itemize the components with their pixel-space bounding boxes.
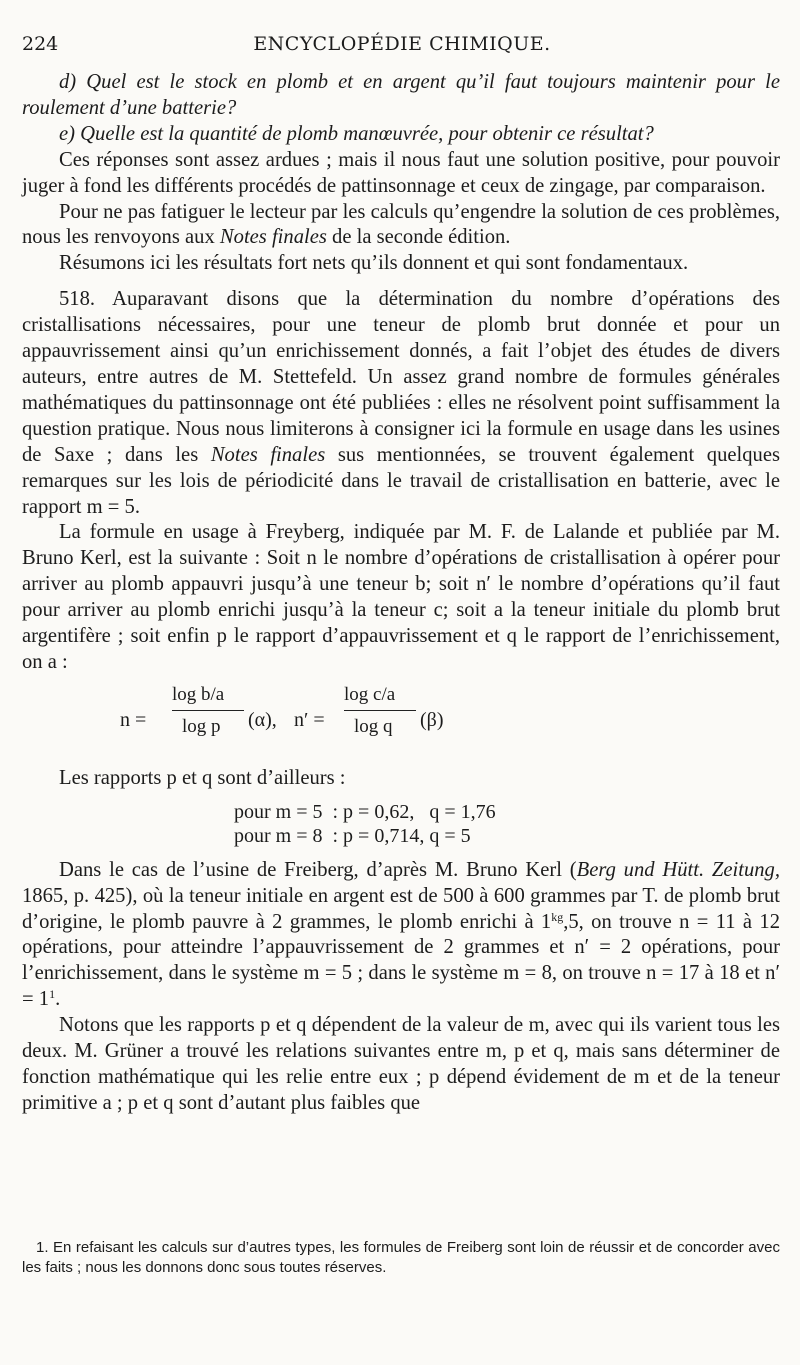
formula-numerator-1: log b/a bbox=[172, 683, 225, 705]
fraction-bar bbox=[344, 710, 416, 711]
paragraph: Pour ne pas fatiguer le lecteur par les calculs qu’engendre la solution de ces problèmes, nous les renvoyons aux Notes finales de la seconde édition. bbox=[22, 200, 780, 249]
footnote-text: 1. En refaisant les calculs sur d’autres types, les formules de Freiberg sont loin de réussir et de concorder avec les faits ; nous les donnons donc sous toutes réserves. bbox=[22, 1239, 780, 1276]
question-e-label: e) bbox=[59, 122, 75, 145]
ratio-row: pour m = 5 : p = 0,62, q = 1,76 bbox=[234, 800, 496, 823]
paragraph-freiberg: Dans le cas de l’usine de Freiberg, d’après M. Bruno Kerl (Berg und Hütt. Zeitung, 1865, p. 425), où la teneur initiale en argent est de 500 à 600 grammes par T. de plomb brut d’origine, le plomb pauvre à 2 grammes, le plomb enrichi à $1^{kg},5$, on trouve n = 11 à 12 opérations, pour atteindre l’appauvrissement de 2 grammes et n′ = 2 opérations, pour l’enrichissement, dans le système m = 5 ; dans le système m = 8, on trouve n = 17 à 18 et $n' = 1^1$. bbox=[22, 858, 780, 1011]
formula-denominator-2: log q bbox=[354, 715, 393, 737]
paragraph: Résumons ici les résultats fort nets qu’ils donnent et qui sont fondamentaux. bbox=[59, 252, 689, 275]
question-d-label: d) bbox=[59, 71, 77, 93]
formula-alpha-beta bbox=[22, 678, 780, 760]
running-title: ENCYCLOPÉDIE CHIMIQUE. bbox=[253, 33, 551, 55]
footnote bbox=[22, 1238, 780, 1278]
paragraph-518: 518. Auparavant disons que la détermination du nombre d’opérations des cristallisations nécessaires, pour une teneur de plomb brut donnée et pour un appauvrissement ainsi qu’un enrichissement donnés, a fait l’objet des études de divers auteurs, entre autres de M. Stettefeld. Un assez grand nombre de formules générales mathématiques du pattinsonnage ont été publiées : elles ne résolvent point suffisamment la question pratique. Nous nous limiterons à consigner ici la formule en usage dans les usines de Saxe ; dans les Notes finales sus mentionnées, se trouvent également quelques remarques sur les lois de périodicité dans le travail de cristallisation en batterie, avec le rapport m = 5. bbox=[22, 288, 780, 518]
formula-tag-beta: (β) bbox=[420, 708, 444, 731]
question-d bbox=[22, 70, 780, 122]
page-header bbox=[22, 33, 782, 63]
formula-n-prime-lhs: n′ = bbox=[294, 708, 325, 731]
question-d-text: Quel est le stock en plomb et en argent qu’il faut toujours maintenir pour le roulement d’une batterie? bbox=[22, 71, 780, 119]
paragraph: Ces réponses sont assez ardues ; mais il nous faut une solution positive, pour pouvoir juger à fond les différents procédés de pattinsonnage et ceux de zingage, par comparaison. bbox=[22, 148, 780, 197]
paragraph: Les rapports p et q sont d’ailleurs : bbox=[59, 766, 346, 789]
formula-numerator-2: log c/a bbox=[344, 683, 396, 705]
formula-n-lhs: n = bbox=[120, 708, 147, 731]
footnote-ref: 1 bbox=[49, 987, 56, 1002]
ratio-table bbox=[22, 800, 780, 848]
paragraph: Notons que les rapports p et q dépendent de la valeur de m, avec qui ils varient tous les deux. M. Grüner a trouvé les relations suivantes entre m, p et q, mais sans déterminer de fonction mathématique qui les relie entre eux ; p dépend évidement de m et de la teneur primitive a ; p et q sont d’autant plus faibles que bbox=[22, 1014, 780, 1114]
fraction-bar bbox=[172, 710, 244, 711]
page-number: 224 bbox=[22, 33, 59, 55]
question-e bbox=[22, 122, 780, 148]
question-e-text: Quelle est la quantité de plomb manœuvrée, pour obtenir ce résultat? bbox=[80, 122, 654, 145]
main-text bbox=[22, 70, 780, 1117]
paragraph: La formule en usage à Freyberg, indiquée par M. F. de Lalande et publiée par M. Bruno Kerl, est la suivante : Soit n le nombre d’opérations de cristallisation à opérer pour arriver au plomb appauvri jusqu’à une teneur b; soit n′ le nombre d’opérations qu’il faut pour arriver au plomb enrichi jusqu’à la teneur c; soit a la teneur initiale du plomb brut argentifère ; soit enfin p le rapport d’appauvrissement et q le rapport de l’enrichissement, on a : bbox=[22, 521, 780, 673]
formula-denominator-1: log p bbox=[182, 715, 221, 737]
ratio-row: pour m = 8 : p = 0,714, q = 5 bbox=[234, 824, 471, 847]
formula-tag-alpha: (α), bbox=[248, 708, 277, 731]
